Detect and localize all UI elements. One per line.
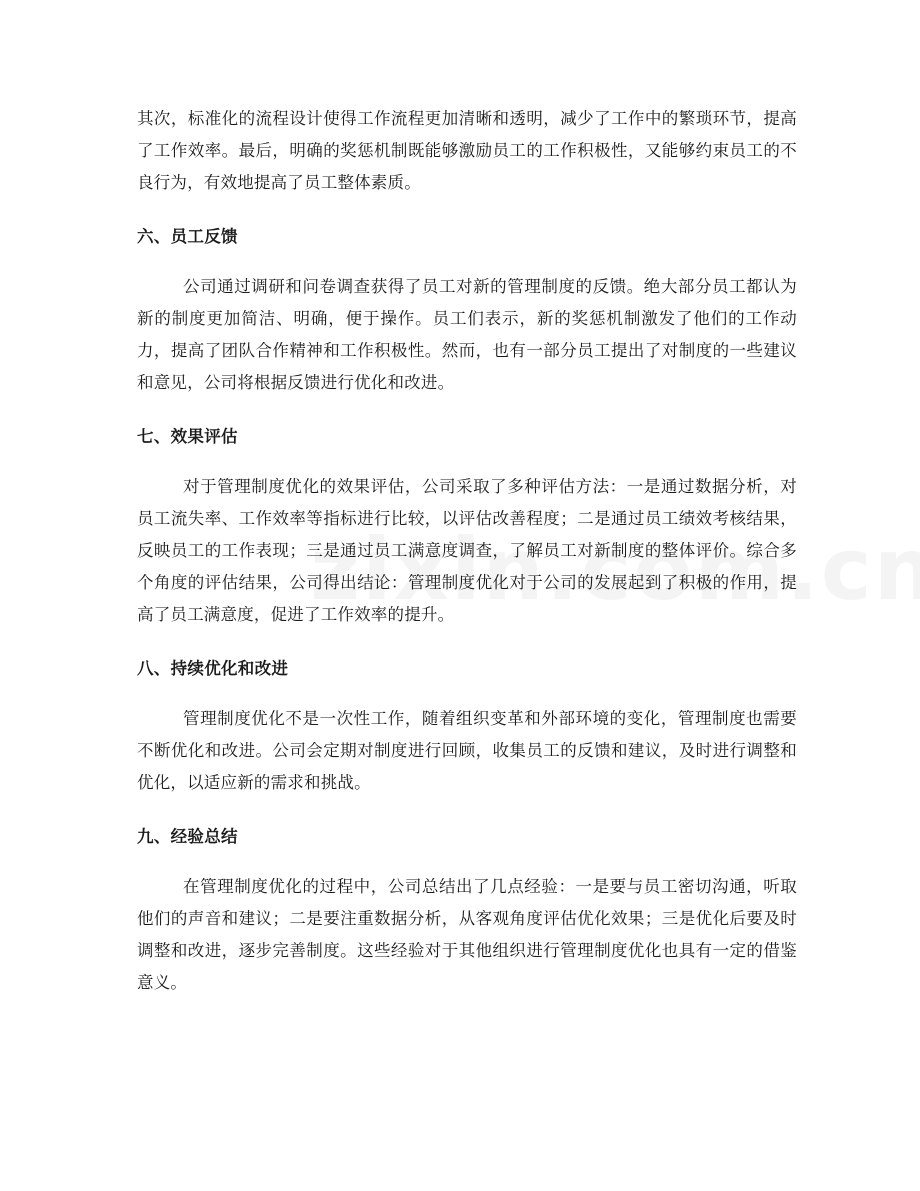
section-body-evaluation: 对于管理制度优化的效果评估，公司采取了多种评估方法：一是通过数据分析，对员工流失率、工作效率等指标进行比较，以评估改善程度；二是通过员工绩效考核结果，反映员工的工作表现；三是通过员工满意度调查，了解员工对新制度的整体评价。综合多个角度的评估结果，公司得出结论：管理制度优化对于公司的发展起到了积极的作用，提高了员工满意度，促进了工作效率的提升。 — [137, 477, 797, 624]
section-heading-continuous-improvement: 八、持续优化和改进 — [137, 659, 289, 678]
section-heading-evaluation: 七、效果评估 — [137, 427, 238, 446]
section-body-lessons: 在管理制度优化的过程中，公司总结出了几点经验：一是要与员工密切沟通，听取他们的声音和建议；二是要注重数据分析，从客观角度评估优化效果；三是优化后要及时调整和改进，逐步完善制度。这些经验对于其他组织进行管理制度优化也具有一定的借鉴意义。 — [137, 877, 797, 992]
document-body — [137, 103, 797, 999]
section-body-continuous-improvement: 管理制度优化不是一次性工作，随着组织变革和外部环境的变化，管理制度也需要不断优化和改进。公司会定期对制度进行回顾，收集员工的反馈和建议，及时进行调整和优化，以适应新的需求和挑战。 — [137, 709, 797, 792]
section-heading-lessons: 九、经验总结 — [137, 827, 238, 846]
section-body-feedback: 公司通过调研和问卷调查获得了员工对新的管理制度的反馈。绝大部分员工都认为新的制度更加简洁、明确，便于操作。员工们表示，新的奖惩机制激发了他们的工作动力，提高了团队合作精神和工作积极性。然而，也有一部分员工提出了对制度的一些建议和意见，公司将根据反馈进行优化和改进。 — [137, 277, 797, 392]
intro-paragraph: 其次，标准化的流程设计使得工作流程更加清晰和透明，减少了工作中的繁琐环节，提高了工作效率。最后，明确的奖惩机制既能够激励员工的工作积极性，又能够约束员工的不良行为，有效地提高了员工整体素质。 — [137, 109, 797, 192]
section-heading-feedback: 六、员工反馈 — [137, 227, 238, 246]
